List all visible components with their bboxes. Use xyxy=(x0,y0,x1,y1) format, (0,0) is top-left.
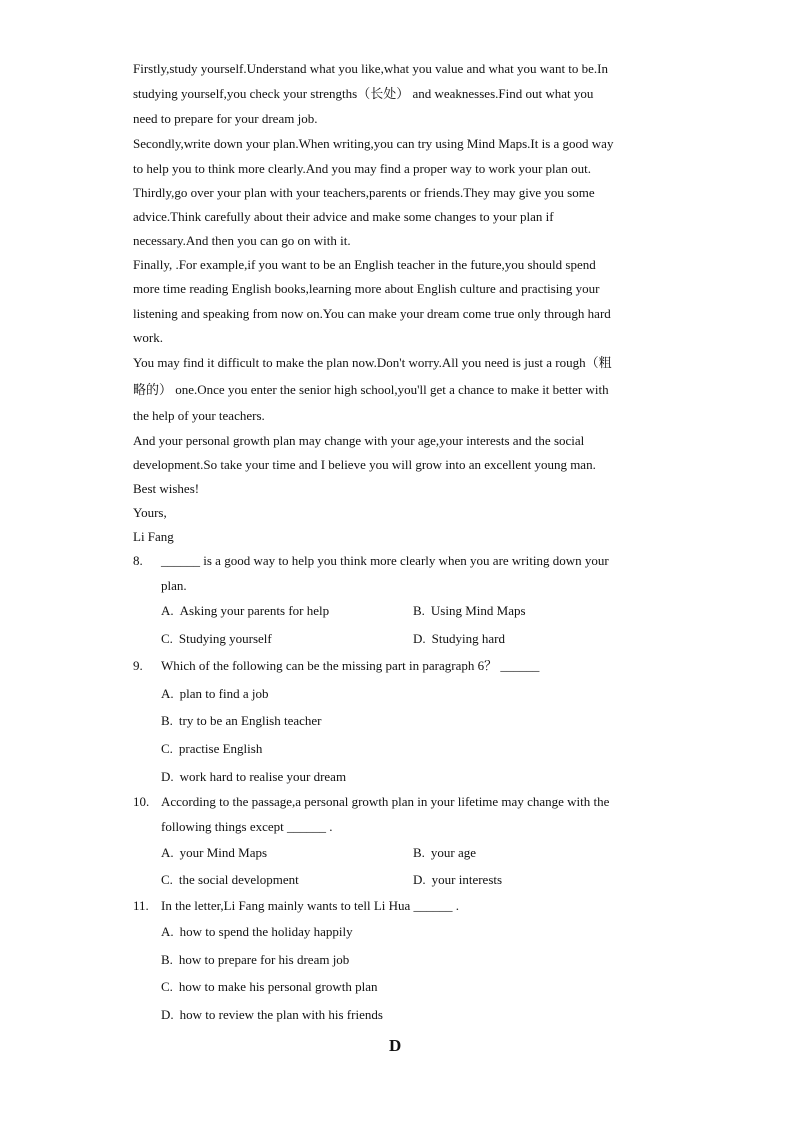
option-text: how to review the plan with his friends xyxy=(179,1007,383,1022)
option-letter: B. xyxy=(161,952,173,967)
option-letter: B. xyxy=(413,845,425,860)
passage-line: 略的） one.Once you enter the senior high school,you'll get a chance to make it better with xyxy=(133,382,609,397)
option-d[interactable] xyxy=(161,1007,383,1023)
option-letter: D. xyxy=(413,872,426,887)
question-text: In the letter,Li Fang mainly wants to tell Li Hua ______ . xyxy=(161,898,460,913)
option-a[interactable] xyxy=(161,924,353,940)
option-b[interactable] xyxy=(413,845,476,861)
passage-line: listening and speaking from now on.You can make your dream come true only through hard xyxy=(133,306,611,321)
option-letter: A. xyxy=(161,845,174,860)
option-d[interactable] xyxy=(413,872,502,888)
option-letter: C. xyxy=(161,979,173,994)
option-a[interactable] xyxy=(161,686,268,702)
question-text: ______ is a good way to help you think more clearly when you are writing down your xyxy=(161,553,609,568)
option-letter: A. xyxy=(161,603,174,618)
option-c[interactable] xyxy=(161,741,262,757)
option-letter: D. xyxy=(161,1007,174,1022)
question-number: 8. xyxy=(133,553,143,568)
option-letter: A. xyxy=(161,924,174,939)
option-b[interactable] xyxy=(413,603,526,619)
option-letter: C. xyxy=(161,631,173,646)
option-text: your interests xyxy=(431,872,503,887)
passage-line: the help of your teachers. xyxy=(133,408,265,423)
option-c[interactable] xyxy=(161,872,299,888)
question-number: 11. xyxy=(133,898,149,913)
passage-line: development.So take your time and I believe you will grow into an excellent young man. xyxy=(133,457,596,472)
option-letter: B. xyxy=(413,603,425,618)
passage-line: Best wishes! xyxy=(133,481,200,496)
passage-line: Yours, xyxy=(133,505,167,520)
option-text: Using Mind Maps xyxy=(430,603,526,618)
option-letter: C. xyxy=(161,741,173,756)
passage-line: Thirdly,go over your plan with your teachers,parents or friends.They may give you some xyxy=(133,185,595,200)
option-text: how to make his personal growth plan xyxy=(178,979,378,994)
passage-line: studying yourself,you check your strengths（长处） and weaknesses.Find out what you xyxy=(133,86,594,101)
option-letter: C. xyxy=(161,872,173,887)
question-number: 9. xyxy=(133,658,143,673)
option-text: Studying yourself xyxy=(178,631,272,646)
option-d[interactable] xyxy=(161,769,346,785)
option-text: how to prepare for his dream job xyxy=(178,952,350,967)
option-text: Asking your parents for help xyxy=(179,603,330,618)
option-letter: D. xyxy=(161,769,174,784)
question-text: Which of the following can be the missing part in paragraph 6？ ______ xyxy=(161,658,540,673)
passage-line: advice.Think carefully about their advice and make some changes to your plan if xyxy=(133,209,554,224)
question-text: following things except ______ . xyxy=(161,819,333,834)
option-letter: A. xyxy=(161,686,174,701)
passage-line: necessary.And then you can go on with it. xyxy=(133,233,351,248)
option-letter: D. xyxy=(413,631,426,646)
passage-line: Secondly,write down your plan.When writing,you can try using Mind Maps.It is a good way xyxy=(133,136,614,151)
passage-line: Li Fang xyxy=(133,529,174,544)
question-number: 10. xyxy=(133,794,150,809)
option-text: try to be an English teacher xyxy=(178,713,322,728)
option-b[interactable] xyxy=(161,713,322,729)
question-text: According to the passage,a personal growth plan in your lifetime may change with the xyxy=(161,794,610,809)
option-d[interactable] xyxy=(413,631,505,647)
passage-line: more time reading English books,learning more about English culture and practising your xyxy=(133,281,600,296)
passage-line: Firstly,study yourself.Understand what you like,what you value and what you want to be.In xyxy=(133,61,609,76)
option-c[interactable] xyxy=(161,631,272,647)
option-text: work hard to realise your dream xyxy=(179,769,347,784)
question-text: plan. xyxy=(161,578,187,593)
option-letter: B. xyxy=(161,713,173,728)
passage-line: Finally, .For example,if you want to be an English teacher in the future,you should spend xyxy=(133,257,596,272)
option-c[interactable] xyxy=(161,979,378,995)
passage-line: And your personal growth plan may change with your age,your interests and the social xyxy=(133,433,585,448)
option-b[interactable] xyxy=(161,952,349,968)
passage-line: You may find it difficult to make the plan now.Don't worry.All you need is just a rough（粗 xyxy=(133,355,612,370)
section-heading: D xyxy=(389,1036,402,1055)
option-text: how to spend the holiday happily xyxy=(179,924,353,939)
option-text: the social development xyxy=(178,872,299,887)
option-a[interactable] xyxy=(161,845,267,861)
passage-line: need to prepare for your dream job. xyxy=(133,111,318,126)
option-text: plan to find a job xyxy=(179,686,269,701)
option-a[interactable] xyxy=(161,603,329,619)
option-text: practise English xyxy=(178,741,263,756)
passage-line: work. xyxy=(133,330,163,345)
passage-line: to help you to think more clearly.And you may find a proper way to work your plan out. xyxy=(133,161,592,176)
option-text: your age xyxy=(430,845,477,860)
option-text: your Mind Maps xyxy=(179,845,268,860)
option-text: Studying hard xyxy=(431,631,505,646)
